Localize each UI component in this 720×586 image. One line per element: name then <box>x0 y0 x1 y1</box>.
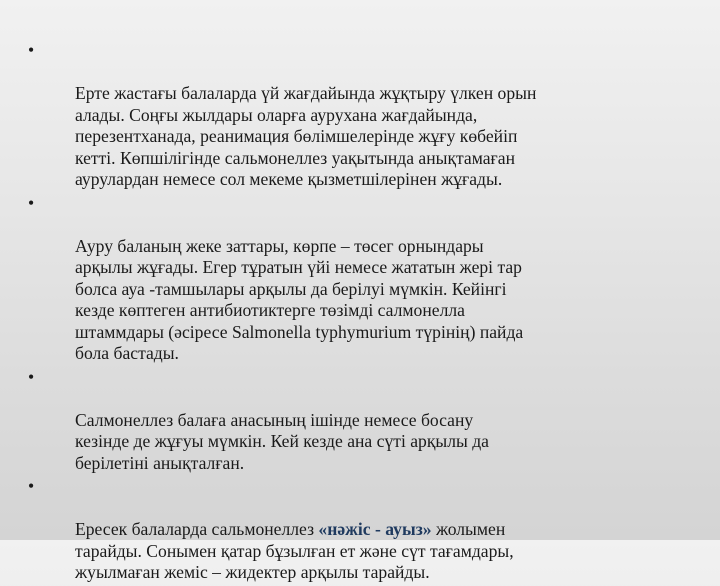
bullet-text-2: Ауру баланың жеке заттары, көрпе – төсег орнындары арқылы жұғады. Егер тұратын үйі немесе жататын жері тар болса ауа -тамшылары арқылы да берілуі мүмкін. Кейінгі кезде көптеген антибиотиктерге төзімді салмонелла штаммдары (әсіресе Salmonella typhymurium түрінің) пайда бола бастады. <box>75 235 524 363</box>
bullet-marker: • <box>28 40 35 60</box>
bullet-marker: • <box>28 192 35 213</box>
bullet-item-1 <box>28 40 658 191</box>
bullet-text-4-after: жолымен тарайды. Сонымен қатар бұзылған ет және сүт тағамдары, жуылмаған жеміс – жидектер арқылы тарайды. <box>75 519 514 582</box>
bullet-text-4-before: Ересек балаларда сальмонеллез <box>75 519 319 539</box>
bullet-item-4 <box>28 476 658 584</box>
bullet-marker: • <box>28 366 35 387</box>
bullet-item-3 <box>28 367 658 475</box>
bullet-item-2 <box>28 193 658 365</box>
bullet-marker: • <box>28 476 35 496</box>
bullet-text-3: Салмонеллез балаға анасының ішінде немесе босану кезінде де жұғуы мүмкін. Кей кезде ана сүті арқылы да берілетіні анықталған. <box>75 409 489 473</box>
transmission-route-highlight: «нәжіс - ауыз» <box>318 519 432 539</box>
bullet-list <box>28 40 658 586</box>
bullet-text-1: Ерте жастағы балаларда үй жағдайында жұқтыру үлкен орын алады. Соңғы жылдары оларға аурухана жағдайында, перезентханада, реанимация бөлімшелерінде жұғу көбейіп кетті. Көпшілігінде сальмонеллез уақытында анықтамаған аурулардан немесе сол мекеме қызметшілерінен жұғады. <box>75 83 537 189</box>
